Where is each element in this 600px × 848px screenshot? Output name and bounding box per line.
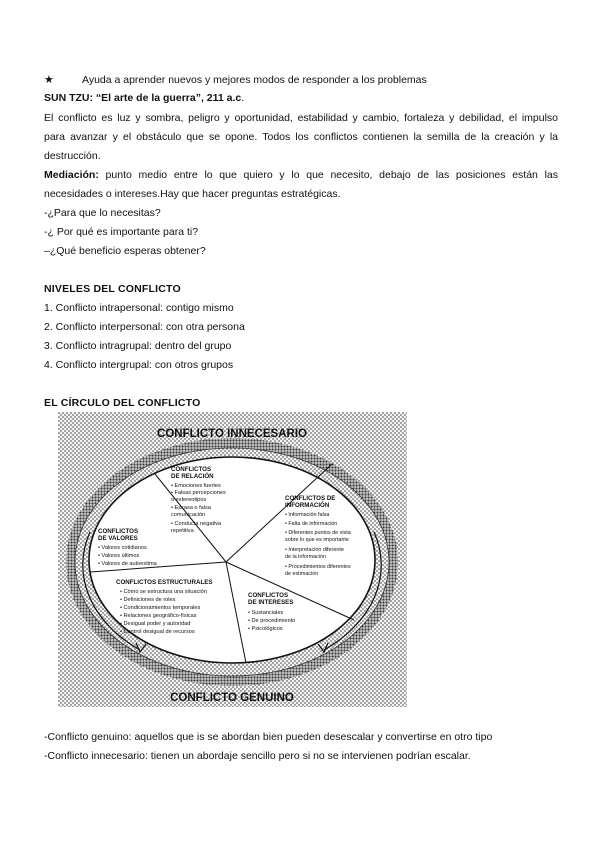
bottom-label: CONFLICTO GENUINO <box>170 692 294 704</box>
intereses-item: • Sustanciales <box>248 610 284 616</box>
question-3: –¿Qué beneficio esperas obtener? <box>44 245 206 257</box>
intro-bullet <box>44 73 558 87</box>
sun-tzu-paragraph-line-3: destrucción. <box>44 150 101 162</box>
estructurales-item: • Desigual poder y autoridad <box>120 621 191 627</box>
footer-line-2: -Conflicto innecesario: tienen un abordaje sencillo pero si no se intervienen podrían escalar. <box>44 750 471 762</box>
relacion-item: o estereotipos <box>171 497 207 503</box>
informacion-item: • Información falsa <box>285 512 330 518</box>
estructurales-item: • Definiciones de roles <box>120 597 176 603</box>
sun-tzu-paragraph-line-1: El conflicto es luz y sombra, peligro y oportunidad, estabilidad y cambio, fortaleza y debilidad, el impulso <box>44 112 558 124</box>
relacion-item: repetitiva <box>171 528 194 534</box>
informacion-item: sobre lo que es importante <box>285 537 349 543</box>
nivel-item-2: 2. Conflicto interpersonal: con otra persona <box>44 321 245 333</box>
intereses-title-2: DE INTERESES <box>248 599 294 606</box>
footer-line-1: -Conflicto genuino: aquellos que is se abordan bien pueden desescalar y convertirse en otro tipo <box>44 731 493 743</box>
intereses-item: • De procedimiento <box>248 618 296 624</box>
mediacion-line-1 <box>44 168 558 182</box>
relacion-item: • Falsas percepciones <box>171 490 226 496</box>
valores-item: • Valores cotidianos <box>98 545 147 551</box>
informacion-item: de estimación <box>285 571 319 577</box>
relacion-item: • Emociones fuertes <box>171 483 221 489</box>
niveles-heading: NIVELES DEL CONFLICTO <box>44 283 181 295</box>
mediacion-term: Mediación: <box>44 169 99 181</box>
informacion-item: • Falta de información <box>285 521 338 527</box>
question-1: -¿Para que lo necesitas? <box>44 207 161 219</box>
nivel-item-1: 1. Conflicto intrapersonal: contigo mismo <box>44 302 234 314</box>
star-icon: ★ <box>44 74 54 86</box>
estructurales-item: • Control desigual de recursos <box>120 629 195 635</box>
valores-item: • Valores últimos <box>98 553 140 559</box>
estructurales-item: • Condicionamientos temporales <box>120 605 201 611</box>
valores-title-2: DE VALORES <box>98 535 138 542</box>
estructurales-item: • Cómo se estructura una situación <box>120 589 207 595</box>
intereses-item: • Psicológicos <box>248 626 283 632</box>
relacion-item: • Conducta negativa <box>171 521 222 527</box>
informacion-title-2: INFORMACIÓN <box>285 502 330 509</box>
informacion-title-1: CONFLICTOS DE <box>285 495 336 502</box>
nivel-item-4: 4. Conflicto intergrupal: con otros grupos <box>44 359 234 371</box>
relacion-title-1: CONFLICTOS <box>171 466 212 473</box>
circulo-heading: EL CÍRCULO DEL CONFLICTO <box>44 397 201 409</box>
informacion-item: • Diferentes puntos de vista <box>285 530 351 536</box>
intro-bullet-text: Ayuda a aprender nuevos y mejores modos de responder a los problemas <box>82 74 427 86</box>
top-label: CONFLICTO INNECESARIO <box>157 428 307 440</box>
valores-item: • Valores de autoestima <box>98 561 157 567</box>
mediacion-line-2: necesidades o intereses.Hay que hacer preguntas estratégicas. <box>44 188 341 200</box>
conflict-circle-diagram <box>58 412 407 707</box>
sun-tzu-title-text: SUN TZU: “El arte de la guerra”, 211 a.c <box>44 92 242 104</box>
sun-tzu-title <box>44 91 558 105</box>
relacion-item: comunicación <box>171 512 206 518</box>
informacion-item: • Procedimientos diferentes <box>285 564 351 570</box>
question-2: -¿ Por qué es importante para ti? <box>44 226 199 238</box>
conflict-circle-svg <box>58 412 407 707</box>
relacion-item: • Escasa o falsa <box>171 505 211 511</box>
sun-tzu-paragraph-line-2: para avanzar y el obstáculo que se opone. Todos los conflictos contienen la semilla de la creación y la <box>44 131 558 143</box>
estructurales-item: • Relaciones geográfico-físicas <box>120 613 197 619</box>
sun-tzu-title-end: . <box>241 92 245 104</box>
informacion-item: de la información <box>285 554 327 560</box>
mediacion-definition: punto medio entre lo que quiero y lo que necesito, debajo de las posiciones están las <box>105 169 559 181</box>
valores-title-1: CONFLICTOS <box>98 528 139 535</box>
estructurales-title: CONFLICTOS ESTRUCTURALES <box>116 579 213 586</box>
relacion-title-2: DE RELACIÓN <box>171 473 214 480</box>
nivel-item-3: 3. Conflicto intragrupal: dentro del grupo <box>44 340 232 352</box>
intereses-title-1: CONFLICTOS <box>248 592 289 599</box>
informacion-item: • Interpretación diferente <box>285 547 344 553</box>
